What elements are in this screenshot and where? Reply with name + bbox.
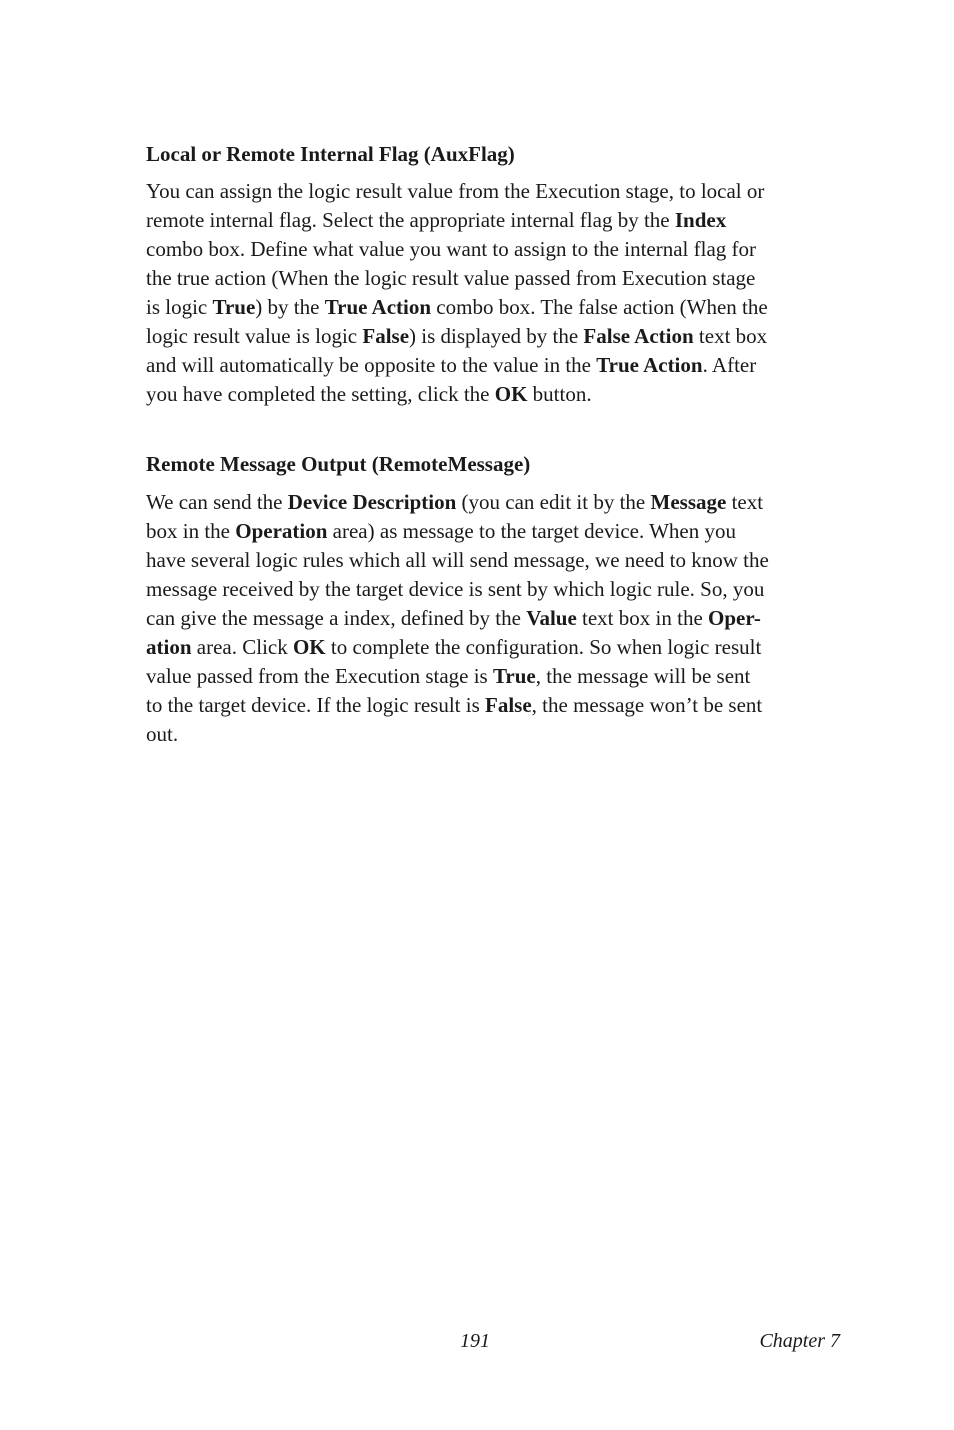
text-line bbox=[146, 662, 852, 691]
bold-term: False bbox=[485, 693, 532, 717]
text-run: You can assign the logic result value from the Execution stage, to local or bbox=[146, 179, 765, 203]
text-line bbox=[146, 575, 852, 604]
text-run: , the message will be sent bbox=[535, 664, 751, 688]
bold-term: OK bbox=[292, 635, 326, 659]
text-run: out. bbox=[146, 722, 179, 746]
page-number: 191 bbox=[460, 1330, 490, 1352]
bold-term: ation bbox=[146, 635, 192, 659]
section-body-remotemessage bbox=[146, 488, 852, 749]
text-run: text box in the bbox=[576, 606, 709, 630]
bold-term: Device Description bbox=[287, 490, 457, 514]
text-run: ) by the bbox=[255, 295, 325, 319]
text-run: We can send the bbox=[146, 490, 288, 514]
text-line bbox=[146, 177, 852, 206]
text-run: . After bbox=[702, 353, 757, 377]
chapter-label: Chapter 7 bbox=[759, 1330, 840, 1352]
text-line bbox=[146, 633, 852, 662]
text-run: to complete the configuration. So when logic result bbox=[325, 635, 762, 659]
text-run: box in the bbox=[146, 519, 236, 543]
text-line bbox=[146, 691, 852, 720]
bold-term: False bbox=[362, 324, 410, 348]
text-run: remote internal flag. Select the appropriate internal flag by the bbox=[146, 208, 675, 232]
bold-term: True Action bbox=[596, 353, 703, 377]
text-line bbox=[146, 720, 852, 749]
text-line bbox=[146, 235, 852, 264]
section-heading-remotemessage: Remote Message Output (RemoteMessage) bbox=[146, 452, 531, 476]
text-run: can give the message a index, defined by the bbox=[146, 606, 527, 630]
bold-term: False Action bbox=[583, 324, 694, 348]
text-run: combo box. Define what value you want to assign to the internal flag for bbox=[146, 237, 757, 261]
text-run: area) as message to the target device. When you bbox=[327, 519, 736, 543]
bold-term: Message bbox=[650, 490, 727, 514]
text-run: to the target device. If the logic result is bbox=[146, 693, 486, 717]
text-run: ) is displayed by the bbox=[409, 324, 584, 348]
bold-term: Index bbox=[674, 208, 727, 232]
text-run: message received by the target device is sent by which logic rule. So, you bbox=[146, 577, 765, 601]
text-run: button. bbox=[527, 382, 592, 406]
bold-term: OK bbox=[494, 382, 528, 406]
text-line bbox=[146, 546, 852, 575]
text-line bbox=[146, 293, 852, 322]
text-line bbox=[146, 206, 852, 235]
text-run: logic result value is logic bbox=[146, 324, 363, 348]
text-run: text bbox=[726, 490, 764, 514]
text-line bbox=[146, 380, 852, 409]
text-run: (you can edit it by the bbox=[456, 490, 651, 514]
text-line bbox=[146, 322, 852, 351]
bold-term: Oper- bbox=[708, 606, 761, 630]
bold-term: True Action bbox=[324, 295, 432, 319]
section-heading-auxflag: Local or Remote Internal Flag (AuxFlag) bbox=[146, 142, 515, 166]
text-run: , the message won’t be sent bbox=[531, 693, 763, 717]
text-line bbox=[146, 517, 852, 546]
text-line bbox=[146, 264, 852, 293]
text-run: text box bbox=[693, 324, 768, 348]
text-run: combo box. The false action (When the bbox=[431, 295, 768, 319]
text-line bbox=[146, 488, 852, 517]
bold-term: True bbox=[492, 664, 536, 688]
text-run: have several logic rules which all will send message, we need to know the bbox=[146, 548, 769, 572]
bold-term: True bbox=[212, 295, 256, 319]
text-run: and will automatically be opposite to the value in the bbox=[146, 353, 597, 377]
section-body-auxflag bbox=[146, 177, 852, 409]
text-line bbox=[146, 604, 852, 633]
text-run: you have completed the setting, click the bbox=[146, 382, 495, 406]
text-line bbox=[146, 351, 852, 380]
bold-term: Operation bbox=[235, 519, 328, 543]
bold-term: Value bbox=[526, 606, 577, 630]
text-run: area. Click bbox=[191, 635, 293, 659]
text-run: is logic bbox=[146, 295, 213, 319]
text-run: the true action (When the logic result value passed from Execution stage bbox=[146, 266, 756, 290]
text-run: value passed from the Execution stage is bbox=[146, 664, 493, 688]
